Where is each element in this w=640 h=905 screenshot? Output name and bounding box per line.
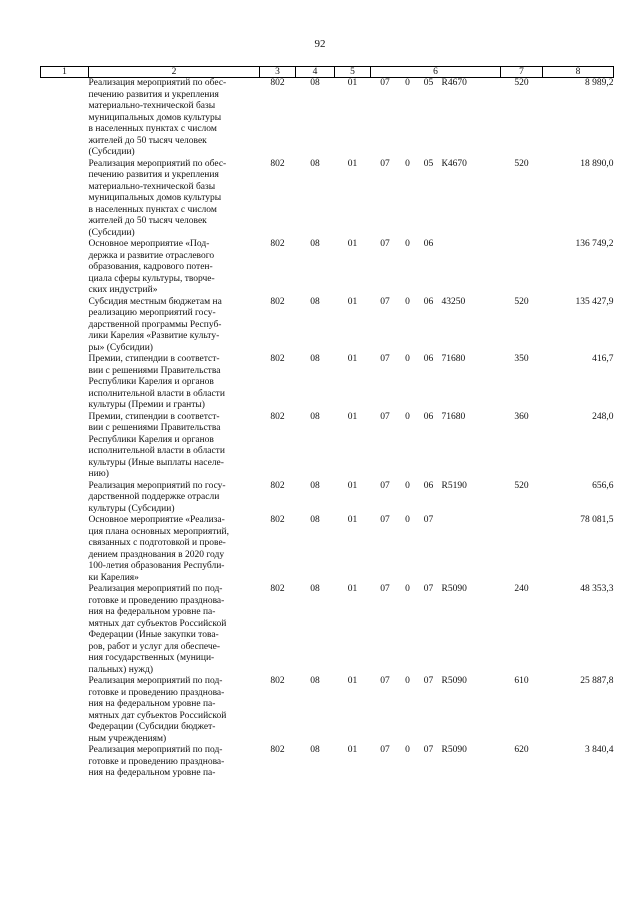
cell-col5: 01 xyxy=(347,676,358,686)
row-name: Реализация мероприятий по под- готовке и проведению празднова- ния на федеральном уровне па- xyxy=(88,745,225,778)
cell-col3: 802 xyxy=(270,158,285,169)
cell-program: 07 xyxy=(380,584,390,594)
cell-col7: 520 xyxy=(514,78,529,88)
header-cell-1: 1 xyxy=(41,67,89,78)
cell-direction xyxy=(442,515,501,584)
cell-blank xyxy=(41,481,89,516)
cell-activity: 05 xyxy=(423,158,434,169)
cell-subprogram: 0 xyxy=(405,239,410,249)
cell-blank xyxy=(41,515,89,584)
cell-program: 07 xyxy=(380,745,390,755)
row-name: Реализация мероприятий по под- готовке и проведению празднова- ния на федеральном уровне па- мятных дат субъектов Российской Федерации (Субсидии бюджет- ным учреждениям) xyxy=(88,676,227,744)
cell-activity: 05 xyxy=(423,78,434,88)
cell-blank xyxy=(41,354,89,412)
table-row xyxy=(41,584,614,676)
cell-subprogram: 0 xyxy=(405,78,410,88)
cell-activity: 06 xyxy=(423,480,434,491)
header-cell-5: 5 xyxy=(335,67,371,78)
header-cell-3: 3 xyxy=(260,67,296,78)
cell-direction: R5090 xyxy=(441,676,467,686)
cell-direction: К4670 xyxy=(441,158,467,169)
table-row xyxy=(41,78,614,159)
cell-program: 07 xyxy=(380,515,390,525)
cell-col7: 520 xyxy=(514,296,529,307)
table-row xyxy=(41,297,614,355)
cell-program: 07 xyxy=(380,296,390,307)
cell-col4: 08 xyxy=(310,296,320,307)
cell-col5: 01 xyxy=(347,411,358,422)
row-name: Реализация мероприятий по госу- дарственной поддержке отрасли культуры (Субсидии) xyxy=(88,480,226,514)
cell-blank xyxy=(41,78,89,159)
cell-amount: 48 353,3 xyxy=(580,584,614,594)
cell-direction: R5190 xyxy=(441,480,467,491)
cell-col7 xyxy=(501,515,543,584)
header-cell-7: 7 xyxy=(501,67,543,78)
table-row xyxy=(41,745,614,780)
cell-activity: 06 xyxy=(423,411,434,422)
cell-subprogram: 0 xyxy=(405,354,410,364)
page-number: 92 xyxy=(314,38,326,50)
header-cell-8: 8 xyxy=(543,67,614,78)
cell-col5: 01 xyxy=(347,745,358,755)
cell-blank xyxy=(41,584,89,676)
cell-col4: 08 xyxy=(310,158,320,169)
cell-subprogram: 0 xyxy=(405,480,410,491)
cell-blank xyxy=(41,297,89,355)
cell-activity: 07 xyxy=(423,676,434,686)
cell-subprogram: 0 xyxy=(405,158,410,169)
table-row xyxy=(41,239,614,297)
cell-program: 07 xyxy=(380,480,390,491)
table-row xyxy=(41,515,614,584)
cell-amount: 416,7 xyxy=(592,354,614,364)
cell-col7: 520 xyxy=(514,480,529,491)
header-cell-2: 2 xyxy=(89,67,260,78)
cell-col3: 802 xyxy=(270,296,285,307)
cell-program: 07 xyxy=(380,78,390,88)
cell-col3: 802 xyxy=(270,480,285,491)
cell-direction: 43250 xyxy=(441,296,466,307)
table-row xyxy=(41,676,614,745)
cell-subprogram: 0 xyxy=(405,296,410,307)
cell-blank xyxy=(41,159,89,240)
cell-direction xyxy=(442,239,501,297)
row-name: Субсидия местным бюджетам на реализацию мероприятий госу- дарственной программы Респуб- лики Карелия «Развитие культу- ры» (Субсидии) xyxy=(88,296,222,353)
cell-direction: R5090 xyxy=(441,745,467,755)
cell-amount: 3 840,4 xyxy=(585,745,614,755)
cell-program: 07 xyxy=(380,354,390,364)
cell-program: 07 xyxy=(380,411,390,422)
cell-blank xyxy=(41,676,89,745)
cell-amount: 78 081,5 xyxy=(580,515,614,525)
cell-amount: 656,6 xyxy=(592,480,614,491)
cell-subprogram: 0 xyxy=(405,584,410,594)
cell-col4: 08 xyxy=(310,78,320,88)
table-row xyxy=(41,159,614,240)
cell-amount: 136 749,2 xyxy=(575,239,614,249)
header-cell-4: 4 xyxy=(296,67,335,78)
row-name: Реализация мероприятий по под- готовке и проведению празднова- ния на федеральном уровне па- мятных дат субъектов Российской Федерации (Иные закупки това- ров, работ и услуг для обеспече- ния государственных (муници- пальных) нужд) xyxy=(88,584,227,675)
cell-col5: 01 xyxy=(347,296,358,307)
cell-blank xyxy=(41,412,89,481)
cell-program: 07 xyxy=(380,239,390,249)
cell-col4: 08 xyxy=(310,354,320,364)
header-row xyxy=(41,67,614,78)
cell-col4: 08 xyxy=(310,480,320,491)
cell-activity: 07 xyxy=(423,515,434,525)
row-name: Реализация мероприятий по обес- печению развития и укрепления материально-технической базы муниципальных домов культуры в населенных пунктах с числом жителей до 50 тысяч человек (Субсидии) xyxy=(88,78,227,157)
cell-direction: 71680 xyxy=(441,354,466,364)
cell-col5: 01 xyxy=(347,354,358,364)
cell-col3: 802 xyxy=(270,584,285,594)
cell-amount: 248,0 xyxy=(592,411,614,422)
cell-col7: 520 xyxy=(514,158,529,169)
cell-amount: 25 887,8 xyxy=(580,676,614,686)
cell-col3: 802 xyxy=(270,239,285,249)
cell-col5: 01 xyxy=(347,480,358,491)
cell-col5: 01 xyxy=(347,584,358,594)
cell-direction: 71680 xyxy=(441,411,466,422)
table-row xyxy=(41,412,614,481)
cell-col4: 08 xyxy=(310,239,320,249)
cell-col3: 802 xyxy=(270,78,285,88)
cell-col7: 620 xyxy=(514,745,529,755)
row-name: Реализация мероприятий по обес- печению развития и укрепления материально-технической базы муниципальных домов культуры в населенных пунктах с числом жителей до 50 тысяч человек (Субсидии) xyxy=(88,158,227,238)
cell-program: 07 xyxy=(380,676,390,686)
cell-subprogram: 0 xyxy=(405,411,410,422)
cell-blank xyxy=(41,745,89,780)
budget-table xyxy=(40,66,614,780)
cell-col5: 01 xyxy=(347,515,358,525)
cell-col3: 802 xyxy=(270,676,285,686)
cell-col3: 802 xyxy=(270,354,285,364)
cell-subprogram: 0 xyxy=(405,745,410,755)
cell-col7 xyxy=(501,239,543,297)
cell-col5: 01 xyxy=(347,239,358,249)
cell-activity: 07 xyxy=(423,584,434,594)
cell-activity: 06 xyxy=(423,296,434,307)
row-name: Премии, стипендии в соответст- вии с решениями Правительства Республики Карелия и органов исполнительной власти в области культуры (Иные выплаты населе- нию) xyxy=(88,411,225,479)
cell-amount: 18 890,0 xyxy=(580,158,614,169)
cell-col7: 610 xyxy=(514,676,529,686)
cell-activity: 06 xyxy=(423,354,434,364)
cell-direction: R5090 xyxy=(441,584,467,594)
cell-activity: 07 xyxy=(423,745,434,755)
header-cell-6: 6 xyxy=(371,67,501,78)
cell-col4: 08 xyxy=(310,745,320,755)
row-name: Премии, стипендии в соответст- вии с решениями Правительства Республики Карелия и органов исполнительной власти в области культуры (Премии и гранты) xyxy=(88,354,225,410)
cell-col4: 08 xyxy=(310,411,320,422)
cell-col4: 08 xyxy=(310,515,320,525)
cell-col7: 240 xyxy=(514,584,529,594)
cell-activity: 06 xyxy=(423,239,434,249)
cell-subprogram: 0 xyxy=(405,676,410,686)
row-name: Основное мероприятие «Под- держка и развитие отраслевого образования, кадрового потен- циала сферы культуры, творче- ских индустрий» xyxy=(88,239,215,295)
cell-amount: 135 427,9 xyxy=(575,296,614,307)
cell-col5: 01 xyxy=(347,158,358,169)
cell-blank xyxy=(41,239,89,297)
row-name: Основное мероприятие «Реализа- ция плана основных мероприятий, связанных с подготовкой и прове- дением празднования в 2020 году 100-летия образования Республи- ки Карелия» xyxy=(88,515,229,583)
cell-col3: 802 xyxy=(270,515,285,525)
cell-col5: 01 xyxy=(347,78,358,88)
cell-program: 07 xyxy=(380,158,390,169)
cell-col4: 08 xyxy=(310,584,320,594)
cell-amount: 8 989,2 xyxy=(585,78,614,88)
cell-col3: 802 xyxy=(270,411,285,422)
cell-col7: 350 xyxy=(514,354,529,364)
cell-col3: 802 xyxy=(270,745,285,755)
table-row xyxy=(41,481,614,516)
table-body xyxy=(41,78,614,780)
cell-direction: R4670 xyxy=(441,78,467,88)
table-row xyxy=(41,354,614,412)
cell-col4: 08 xyxy=(310,676,320,686)
cell-subprogram: 0 xyxy=(405,515,410,525)
cell-col7: 360 xyxy=(514,411,529,422)
